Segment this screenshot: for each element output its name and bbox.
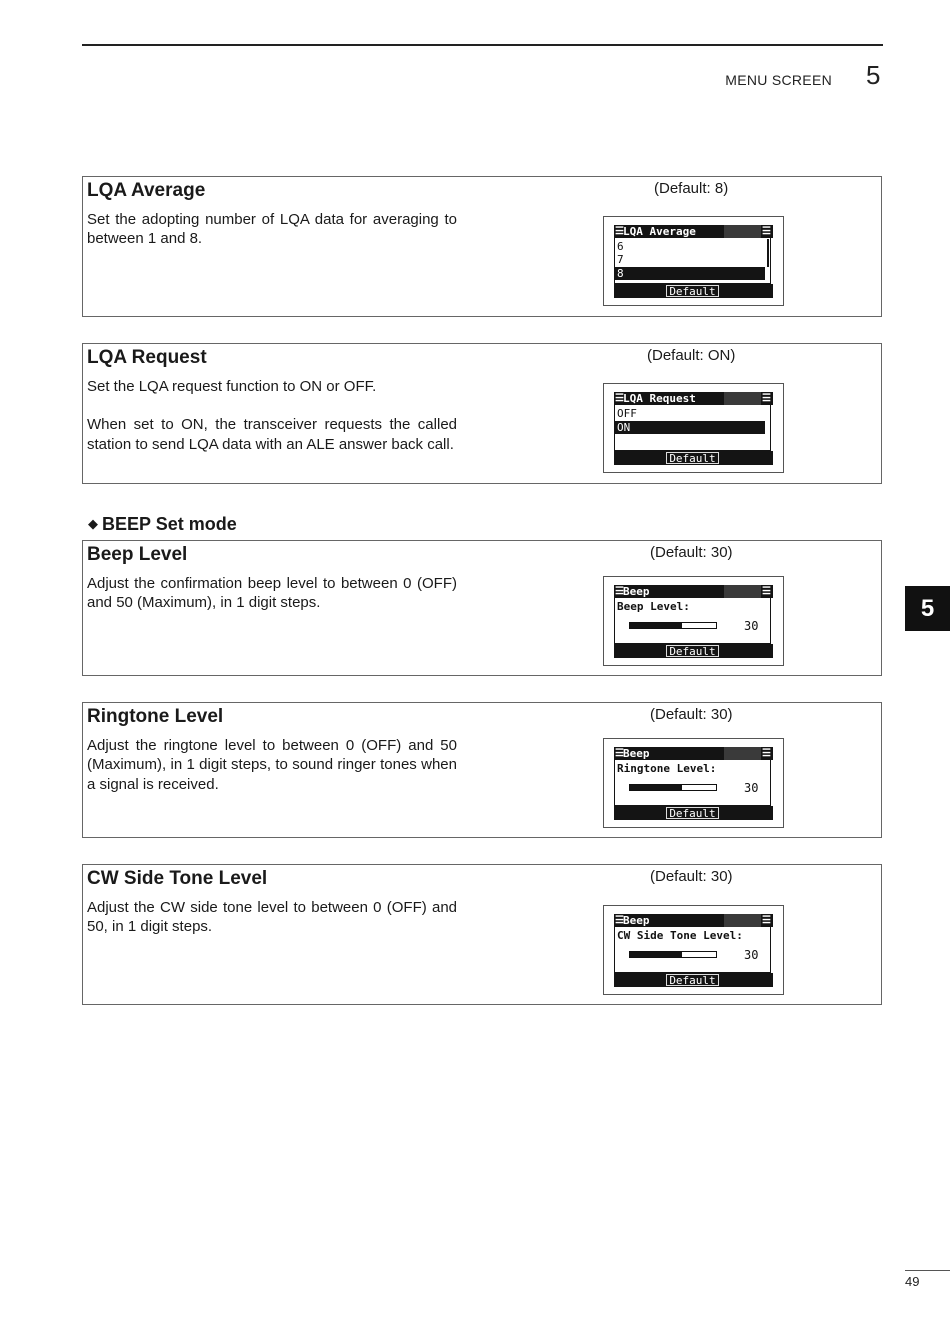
level-value: 30 [744, 781, 759, 795]
box-title: Ringtone Level [87, 706, 224, 727]
header-rule [82, 44, 883, 46]
default-value: (Default: 30) [650, 706, 733, 723]
lcd-footer [614, 451, 773, 465]
lcd-title-bar [614, 914, 773, 927]
default-value: (Default: 30) [650, 544, 733, 561]
box-description [87, 377, 457, 454]
lcd-footer [614, 284, 773, 298]
chapter-number: 5 [866, 60, 881, 90]
lcd-footer [614, 644, 773, 658]
lcd-label: Ringtone Level: [617, 762, 717, 775]
diamond-icon: ◆ [88, 516, 98, 531]
description-paragraph: Adjust the confirmation beep level to between 0 (OFF) and 50 (Maximum), in 1 digit steps. [87, 575, 457, 612]
lcd-label: CW Side Tone Level: [617, 929, 743, 942]
default-button[interactable]: Default [666, 807, 719, 819]
default-button[interactable]: Default [666, 452, 719, 464]
menu-icon: ☰ [762, 393, 771, 404]
lcd-title: Beep [623, 585, 650, 598]
default-value: (Default: ON) [647, 347, 736, 364]
lcd-footer [614, 806, 773, 820]
description-paragraph: Adjust the ringtone level to between 0 (OFF) and 50 (Maximum), in 1 digit steps, to sound ringer tones when a signal is received. [87, 737, 457, 793]
box-title: Beep Level [87, 544, 188, 565]
lcd-option[interactable]: 7 [617, 253, 624, 266]
menu-icon: ☰ [762, 748, 771, 759]
lcd-screen [603, 216, 784, 306]
lcd-option-selected[interactable]: 8 [615, 267, 765, 280]
level-value: 30 [744, 948, 759, 962]
box-title: LQA Request [87, 347, 207, 368]
level-bar[interactable] [629, 951, 717, 958]
cw-side-tone-level-box [82, 864, 882, 1005]
level-bar[interactable] [629, 784, 717, 791]
lqa-request-box [82, 343, 882, 484]
box-description [87, 898, 457, 937]
default-button[interactable]: Default [666, 645, 719, 657]
menu-icon: ☰ [615, 226, 624, 237]
default-button[interactable]: Default [666, 974, 719, 986]
lcd-screen [603, 576, 784, 666]
lcd-title-bar [614, 585, 773, 598]
lcd-screen [603, 905, 784, 995]
level-value: 30 [744, 619, 759, 633]
level-bar[interactable] [629, 622, 717, 629]
default-value: (Default: 8) [654, 180, 729, 197]
ringtone-level-box [82, 702, 882, 838]
menu-icon: ☰ [615, 915, 624, 926]
chapter-tab: 5 [905, 586, 950, 631]
lcd-screen [603, 738, 784, 828]
lcd-title: Beep [623, 747, 650, 760]
lcd-screen [603, 383, 784, 473]
lcd-option[interactable]: OFF [617, 407, 637, 420]
menu-icon: ☰ [615, 393, 624, 404]
description-paragraph: When set to ON, the transceiver requests the called station to send LQA data with an ALE answer back call. [87, 416, 457, 453]
box-title: CW Side Tone Level [87, 868, 268, 889]
beep-level-box [82, 540, 882, 676]
footer-rule [905, 1270, 950, 1271]
lcd-option-selected[interactable]: ON [615, 421, 765, 434]
description-paragraph: Set the LQA request function to ON or OFF. [87, 378, 377, 395]
default-value: (Default: 30) [650, 868, 733, 885]
level-bar-fill [630, 952, 682, 957]
menu-icon: ☰ [615, 586, 624, 597]
lcd-label: Beep Level: [617, 600, 690, 613]
section-heading-text: BEEP Set mode [102, 514, 237, 534]
lcd-title: LQA Average [623, 225, 696, 238]
box-description [87, 574, 457, 613]
section-heading [88, 514, 237, 535]
lcd-title-bar [614, 225, 773, 238]
scrollbar[interactable] [767, 239, 769, 267]
menu-icon: ☰ [762, 226, 771, 237]
lcd-title: LQA Request [623, 392, 696, 405]
default-button[interactable]: Default [666, 285, 719, 297]
lcd-title-bar [614, 392, 773, 405]
box-description [87, 736, 457, 794]
level-bar-fill [630, 623, 682, 628]
lqa-average-box [82, 176, 882, 317]
lcd-title: Beep [623, 914, 650, 927]
page-number: 49 [905, 1274, 920, 1289]
menu-icon: ☰ [762, 915, 771, 926]
lcd-title-bar [614, 747, 773, 760]
box-title: LQA Average [87, 180, 206, 201]
lcd-option[interactable]: 6 [617, 240, 624, 253]
lcd-footer [614, 973, 773, 987]
menu-icon: ☰ [615, 748, 624, 759]
section-label: MENU SCREEN [725, 72, 832, 88]
description-paragraph: Set the adopting number of LQA data for averaging to between 1 and 8. [87, 211, 457, 248]
box-description [87, 210, 457, 249]
description-paragraph: Adjust the CW side tone level to between 0 (OFF) and 50, in 1 digit steps. [87, 899, 457, 936]
menu-icon: ☰ [762, 586, 771, 597]
level-bar-fill [630, 785, 682, 790]
